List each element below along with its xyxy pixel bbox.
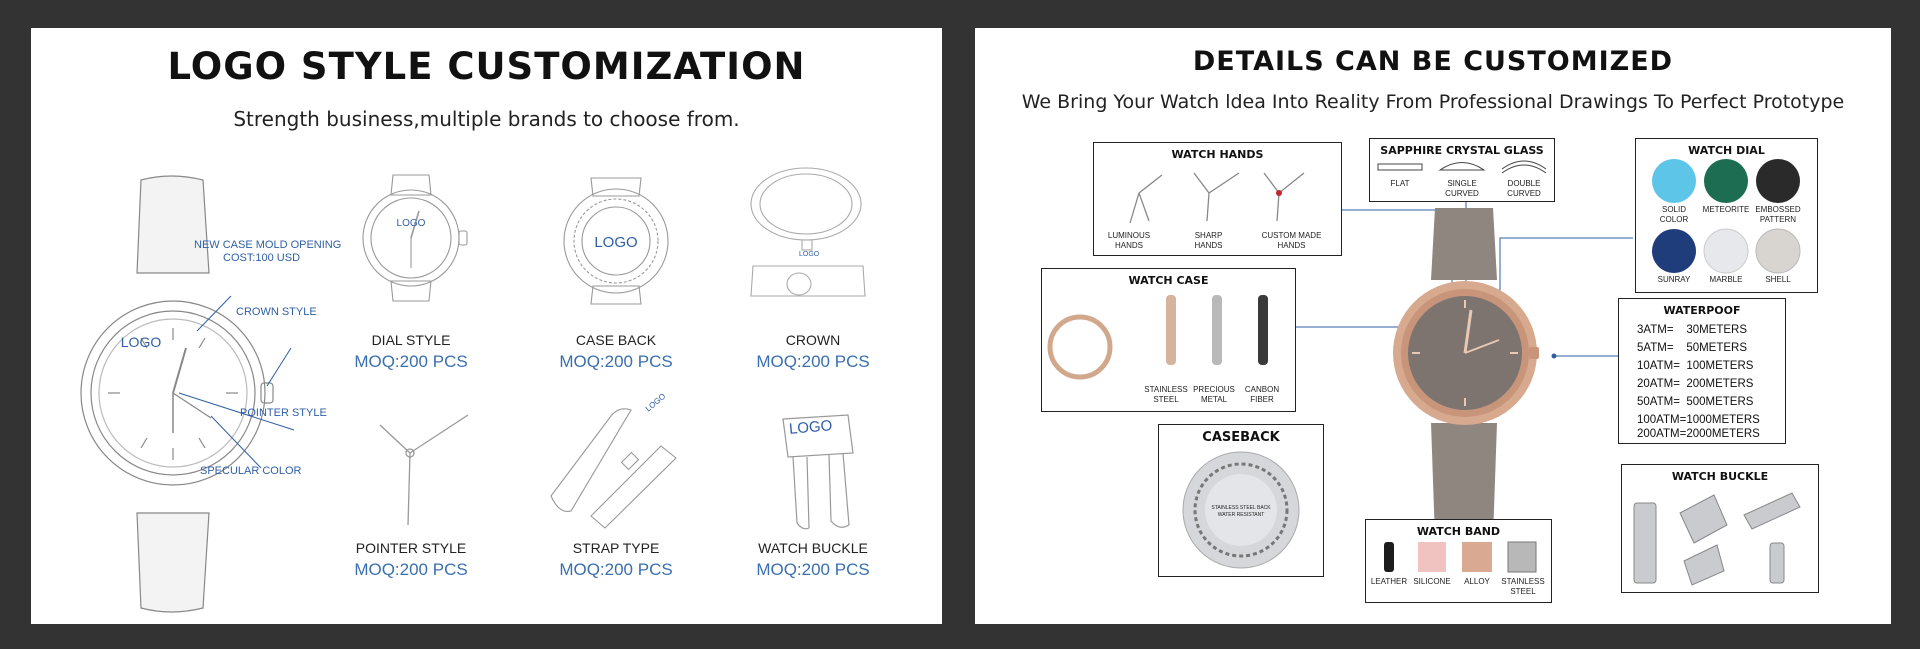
band-leather: LEATHER <box>1370 577 1408 586</box>
hands-sharp: SHARP HANDS <box>1194 231 1223 250</box>
waterproof-row: 3ATM= 30METERS <box>1637 324 1748 336</box>
dial-shell: SHELL <box>1765 275 1791 284</box>
glass-single-curved: SINGLE CURVED <box>1445 179 1479 198</box>
strap-type-moq: MOQ:200 PCS <box>559 560 673 579</box>
callout-pointer-style: POINTER STYLE <box>240 407 327 419</box>
waterproof-row: 20ATM= 200METERS <box>1637 378 1754 390</box>
glass-flat: FLAT <box>1390 179 1410 188</box>
callout-specular-color: SPECULAR COLOR <box>200 465 302 477</box>
case-back-logo: LOGO <box>594 234 638 251</box>
watch-hands-box <box>1093 142 1342 256</box>
watch-buckle-title: WATCH BUCKLE <box>1671 470 1769 483</box>
dial-style-logo: LOGO <box>396 218 426 229</box>
watch-buckle-moq: MOQ:200 PCS <box>756 560 870 579</box>
watch-sketch-illustration <box>61 168 361 608</box>
dial-marble: MARBLE <box>1709 275 1743 284</box>
waterproof-row: 10ATM= 100METERS <box>1637 360 1754 372</box>
band-silicone: SILICONE <box>1413 577 1451 586</box>
pointer-style-sketch <box>368 413 478 533</box>
caseback-title: CASEBACK <box>1202 430 1280 445</box>
hands-custom: CUSTOM MADE HANDS <box>1261 231 1322 250</box>
watch-buckle-label: WATCH BUCKLE <box>758 540 868 556</box>
caseback-box <box>1158 424 1324 577</box>
left-title: LOGO STYLE CUSTOMIZATION <box>167 45 806 88</box>
strap-type-logo: LOGO <box>643 391 668 414</box>
strap-type-sketch <box>541 396 691 526</box>
dial-sunray: SUNRAY <box>1657 275 1691 284</box>
details-customized-panel <box>975 28 1891 624</box>
dial-meteorite: METEORITE <box>1702 205 1750 214</box>
band-alloy: ALLOY <box>1464 577 1490 586</box>
watch-hands-title: WATCH HANDS <box>1171 148 1264 161</box>
case-back-label: CASE BACK <box>575 332 657 348</box>
dial-embossed: EMBOSSED PATTERN <box>1755 205 1801 224</box>
watch-band-title: WATCH BAND <box>1416 525 1501 538</box>
watch-dial-logo: LOGO <box>120 334 162 350</box>
watch-case-box <box>1041 268 1296 412</box>
case-stainless: STAINLESS STEEL <box>1144 385 1188 404</box>
callout-mold-line2: COST:100 USD <box>223 252 301 264</box>
waterproof-row: 5ATM= 50METERS <box>1637 342 1748 354</box>
glass-double-curved: DOUBLE CURVED <box>1507 179 1541 198</box>
logo-style-panel <box>31 28 942 624</box>
watch-dial-box <box>1635 138 1818 293</box>
dial-style-moq: MOQ:200 PCS <box>354 352 468 371</box>
waterproof-title: WATERPOOF <box>1663 304 1741 317</box>
callout-crown-style: CROWN STYLE <box>236 306 317 318</box>
band-stainless: STAINLESS STEEL <box>1501 577 1545 596</box>
hands-luminous: LUMINOUS HANDS <box>1107 231 1151 250</box>
watch-band-box <box>1365 519 1552 603</box>
dial-style-label: DIAL STYLE <box>371 332 451 348</box>
dial-style-sketch <box>351 173 471 303</box>
waterproof-row: 100ATM=1000METERS <box>1637 414 1760 426</box>
case-precious: PRECIOUS METAL <box>1193 385 1235 404</box>
sapphire-box <box>1369 138 1555 202</box>
callout-mold-line1: NEW CASE MOLD OPENING <box>194 239 342 251</box>
case-carbon: CANBON FIBER <box>1244 385 1280 404</box>
waterproof-box <box>1618 298 1786 444</box>
sapphire-title: SAPPHIRE CRYSTAL GLASS <box>1380 144 1544 157</box>
crown-label: CROWN <box>785 332 841 348</box>
crown-sketch <box>741 166 881 321</box>
right-title: DETAILS CAN BE CUSTOMIZED <box>1192 46 1674 77</box>
caseback-image <box>1159 425 1323 576</box>
buckle-images <box>1622 465 1818 592</box>
crown-logo: LOGO <box>799 251 820 258</box>
pointer-style-moq: MOQ:200 PCS <box>354 560 468 579</box>
watch-buckle-box <box>1621 464 1819 593</box>
left-subtitle: Strength business,multiple brands to choose from. <box>233 107 740 131</box>
waterproof-row: 200ATM=2000METERS <box>1637 428 1760 440</box>
strap-type-label: STRAP TYPE <box>572 540 660 556</box>
caseback-engraving: STAINLESS STEEL BACK WATER RESISTANT <box>1211 505 1271 518</box>
dial-solid-color: SOLID COLOR <box>1659 205 1689 224</box>
waterproof-row: 50ATM= 500METERS <box>1637 396 1754 408</box>
center-watch-photo <box>1395 208 1535 538</box>
right-subtitle: We Bring Your Watch ldea Into Reality From Professional Drawings To Perfect Prototype <box>1021 91 1845 113</box>
crown-moq: MOQ:200 PCS <box>756 352 870 371</box>
watch-dial-title: WATCH DIAL <box>1688 144 1765 157</box>
case-back-moq: MOQ:200 PCS <box>559 352 673 371</box>
watch-buckle-logo: LOGO <box>788 417 834 438</box>
pointer-style-label: POINTER STYLE <box>355 540 467 556</box>
watch-case-title: WATCH CASE <box>1128 274 1209 287</box>
